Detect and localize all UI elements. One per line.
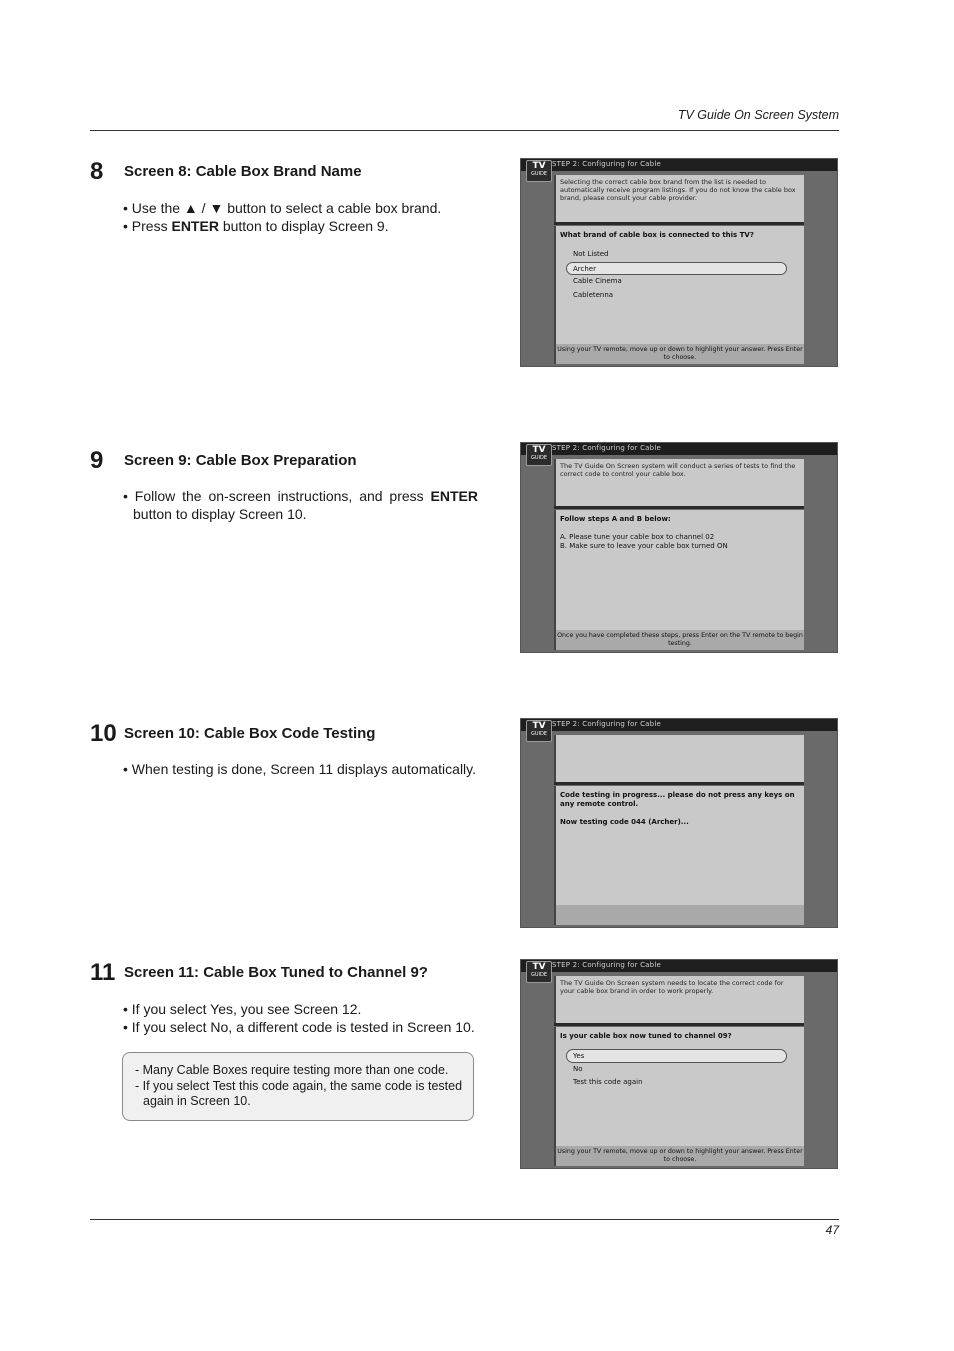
tv-guide-logo: TV GUIDE — [526, 720, 552, 742]
screen-line: A. Please tune your cable box to channel 02 — [560, 533, 715, 541]
bullet-item: • Use the ▲ / ▼ button to select a cable box brand. — [123, 200, 478, 218]
note-box — [122, 1052, 474, 1121]
screen-question: Follow steps A and B below: — [560, 515, 671, 523]
option-item[interactable]: Test this code again — [573, 1078, 643, 1086]
step-number: 10 — [90, 720, 117, 747]
screen-question: What brand of cable box is connected to this TV? — [560, 231, 754, 239]
running-header: TV Guide On Screen System — [677, 108, 839, 122]
screen-topbar: STEP 2: Configuring for Cable — [521, 443, 837, 455]
screen-topbar: STEP 2: Configuring for Cable — [521, 960, 837, 972]
step-title: Screen 9: Cable Box Preparation — [124, 452, 357, 469]
screen-info: The TV Guide On Screen system will conduct a series of tests to find the correct code to control your cable box. — [554, 459, 804, 507]
note-line: - If you select Test this code again, the same code is tested again in Screen 10. — [135, 1078, 463, 1108]
option-item-selected[interactable]: Archer — [566, 262, 787, 276]
step-bullets — [123, 761, 478, 779]
tv-screen-10 — [520, 718, 838, 928]
option-item[interactable]: Cable Cinema — [573, 277, 622, 285]
bullet-item: • If you select Yes, you see Screen 12. — [123, 1001, 478, 1019]
step-number: 9 — [90, 447, 104, 474]
screen-divider — [554, 782, 804, 785]
tv-screen-9 — [520, 442, 838, 653]
note-line: - Many Cable Boxes require testing more than one code. — [135, 1063, 449, 1077]
screen-topbar: STEP 2: Configuring for Cable — [521, 719, 837, 731]
screen-question: Code testing in progress... please do not press any keys on any remote control. — [560, 791, 795, 808]
step-bullets — [123, 488, 478, 523]
option-item[interactable]: No — [573, 1064, 583, 1073]
screen-footer: Once you have completed these steps, press Enter on the TV remote to begin testing. — [554, 630, 804, 650]
screen-divider — [554, 506, 804, 509]
bullet-item: • Follow the on-screen instructions, and press ENTER button to display Screen 10. — [123, 488, 478, 523]
step-bullets — [123, 1001, 478, 1036]
header-rule — [90, 130, 839, 131]
step-number: 11 — [90, 959, 116, 986]
tv-guide-logo: TV GUIDE — [526, 444, 552, 466]
option-item[interactable]: Not Listed — [573, 250, 609, 258]
screen-main — [554, 786, 804, 905]
step-bullets — [123, 200, 478, 235]
step-title: Screen 8: Cable Box Brand Name — [124, 163, 362, 180]
screen-topbar: STEP 2: Configuring for Cable — [521, 159, 837, 171]
tv-guide-logo: TV GUIDE — [526, 160, 552, 182]
tv-guide-logo: TV GUIDE — [526, 961, 552, 983]
screen-footer — [554, 905, 804, 925]
screen-question: Is your cable box now tuned to channel 09? — [560, 1032, 732, 1040]
screen-line: B. Make sure to leave your cable box turned ON — [560, 542, 728, 550]
screen-footer: Using your TV remote, move up or down to highlight your answer. Press Enter to choose. — [554, 1146, 804, 1166]
step-number: 8 — [90, 158, 104, 185]
screen-footer: Using your TV remote, move up or down to highlight your answer. Press Enter to choose. — [554, 344, 804, 364]
screen-divider — [554, 222, 804, 225]
screen-main — [554, 226, 804, 344]
tv-screen-11 — [520, 959, 838, 1169]
screen-lines — [560, 533, 800, 551]
screen-divider — [554, 1023, 804, 1026]
screen-info: Selecting the correct cable box brand from the list is needed to automatically receive program listings. If you do not know the cable box brand, please consult your cable provider. — [554, 175, 804, 223]
screen-info — [554, 735, 804, 783]
screen-main — [554, 510, 804, 630]
screen-info: The TV Guide On Screen system needs to locate the correct code for your cable box brand in order to work properly. — [554, 976, 804, 1024]
footer-rule — [90, 1219, 839, 1220]
bullet-item: • If you select No, a different code is tested in Screen 10. — [123, 1019, 478, 1037]
step-title: Screen 11: Cable Box Tuned to Channel 9? — [124, 964, 428, 981]
option-item[interactable]: Cabletenna — [573, 290, 614, 299]
option-item-selected[interactable]: Yes — [566, 1049, 787, 1063]
screen-main — [554, 1027, 804, 1146]
page-number: 47 — [825, 1223, 839, 1237]
screen-status: Now testing code 044 (Archer)... — [560, 818, 689, 826]
step-title: Screen 10: Cable Box Code Testing — [124, 725, 376, 742]
bullet-item: • Press ENTER button to display Screen 9. — [123, 218, 478, 236]
tv-screen-8 — [520, 158, 838, 367]
bullet-item: • When testing is done, Screen 11 displays automatically. — [123, 761, 478, 779]
